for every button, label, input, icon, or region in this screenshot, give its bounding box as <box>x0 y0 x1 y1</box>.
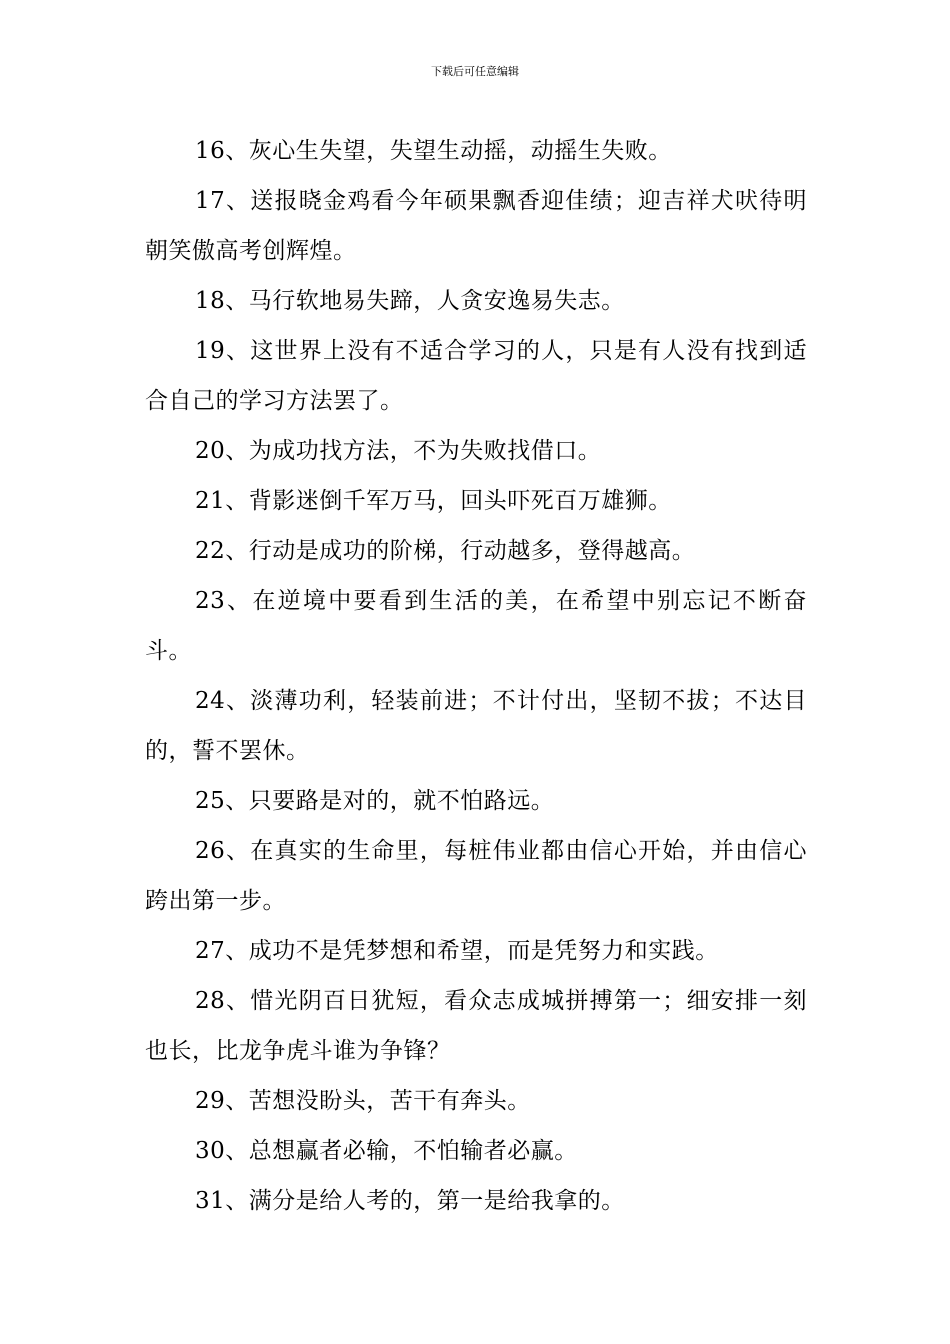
paragraph-22: 22、行动是成功的阶梯，行动越多，登得越高。 <box>195 538 696 564</box>
paragraph-16: 16、灰心生失望，失望生动摇，动摇生失败。 <box>195 138 672 164</box>
paragraph-18: 18、马行软地易失蹄，人贪安逸易失志。 <box>195 288 625 314</box>
paragraph-29: 29、苦想没盼头，苦干有奔头。 <box>195 1088 531 1114</box>
paragraph-19: 19、这世界上没有不适合学习的人，只是有人没有找到适合自己的学习方法罢了。 <box>145 338 807 414</box>
paragraph-27: 27、成功不是凭梦想和希望，而是凭努力和实践。 <box>195 938 719 964</box>
paragraph-17: 17、送报晓金鸡看今年硕果飘香迎佳绩；迎吉祥犬吠待明朝笑傲高考创辉煌。 <box>145 188 807 264</box>
paragraph-26: 26、在真实的生命里，每桩伟业都由信心开始，并由信心跨出第一步。 <box>145 838 807 914</box>
paragraph-30: 30、总想赢者必输，不怕输者必赢。 <box>195 1138 578 1164</box>
paragraph-23: 23、在逆境中要看到生活的美，在希望中别忘记不断奋斗。 <box>145 588 807 664</box>
paragraph-25: 25、只要路是对的，就不怕路远。 <box>195 788 555 814</box>
document-body <box>145 126 807 1226</box>
paragraph-24: 24、淡薄功利，轻装前进；不计付出，坚韧不拔；不达目的，誓不罢休。 <box>145 688 807 764</box>
paragraph-28: 28、惜光阴百日犹短，看众志成城拼搏第一；细安排一刻也长，比龙争虎斗谁为争锋？ <box>145 988 807 1064</box>
paragraph-20: 20、为成功找方法，不为失败找借口。 <box>195 438 602 464</box>
paragraph-31: 31、满分是给人考的，第一是给我拿的。 <box>195 1188 625 1214</box>
page-header: 下载后可任意编辑 <box>431 65 519 78</box>
paragraph-21: 21、背影迷倒千军万马，回头吓死百万雄狮。 <box>195 488 672 514</box>
